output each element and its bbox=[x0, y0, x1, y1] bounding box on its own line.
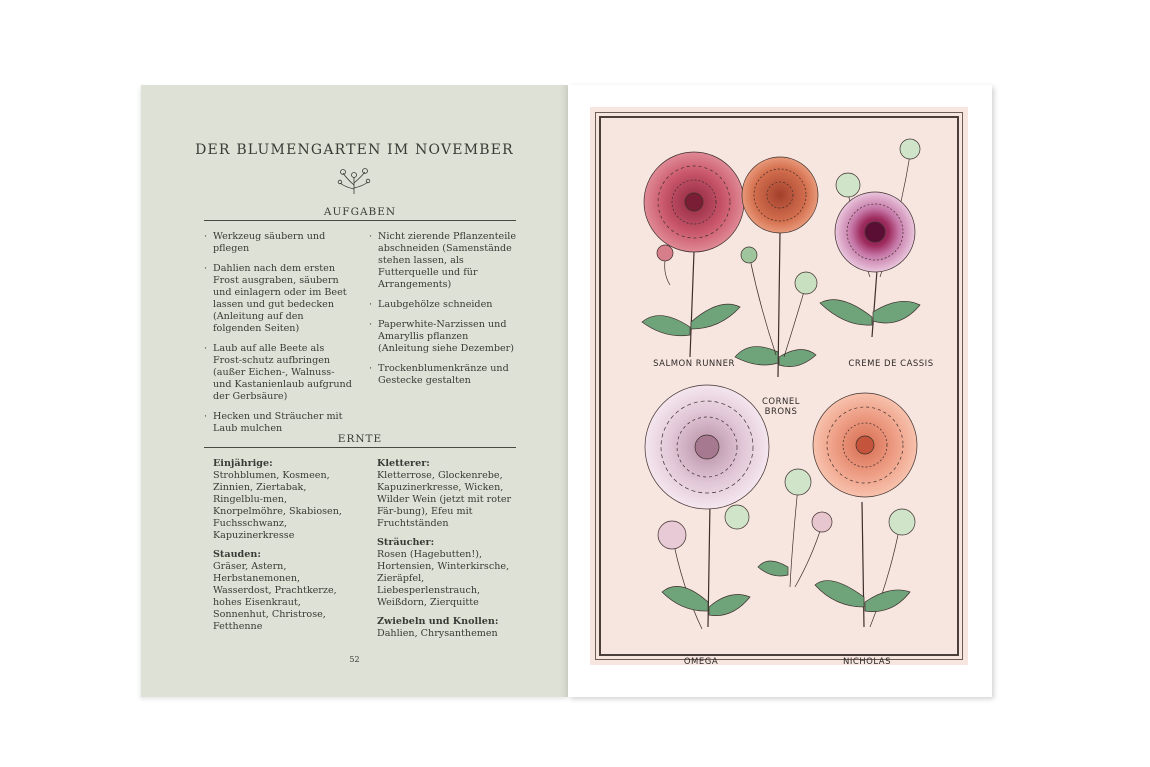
harvest-group bbox=[213, 549, 353, 633]
list-item: · Hecken und Sträucher mit Laub mulchen bbox=[204, 411, 352, 435]
list-item: · Dahlien nach dem ersten Frost ausgraben, säubern und einlagern oder im Beet lassen und gut bedecken (Anleitung auf den folgenden Seiten) bbox=[204, 263, 352, 335]
harvest-group-text: Strohblumen, Kosmeen, Zinnien, Ziertabak, Ringelblu-men, Knorpelmöhre, Skabiosen, Fuchsschwanz, Kapuzinerkresse bbox=[213, 470, 342, 541]
list-item: · Paperwhite-Narzissen und Amaryllis pflanzen (Anleitung siehe Dezember) bbox=[369, 319, 517, 355]
label-omega: OMEGA bbox=[683, 657, 719, 667]
harvest-group-heading: Sträucher: bbox=[377, 537, 435, 548]
page-title: DER BLUMENGARTEN IM NOVEMBER bbox=[195, 142, 514, 158]
harvest-divider bbox=[204, 447, 516, 448]
harvest-group-text: Dahlien, Chrysanthemen bbox=[377, 628, 498, 639]
harvest-group-heading: Kletterer: bbox=[377, 458, 430, 469]
harvest-group-text: Gräser, Astern, Herbstanemonen, Wasserdost, Prachtkerze, hohes Eisenkraut, Sonnenhut, Christrose, Fetthenne bbox=[213, 561, 337, 632]
harvest-group bbox=[213, 458, 353, 542]
tasks-column-right bbox=[369, 231, 517, 395]
page-number: 52 bbox=[349, 655, 360, 664]
cornel-brons-flower bbox=[735, 157, 818, 377]
dahlia-illustration bbox=[590, 107, 968, 665]
right-page bbox=[568, 85, 992, 697]
list-item: · Laub auf alle Beete als Frost-schutz aufbringen (außer Eichen-, Walnuss- und Kastanienlaub aufgrund der Gerbsäure) bbox=[204, 343, 352, 403]
salmon-runner-flower bbox=[642, 152, 744, 357]
label-nicholas: NICHOLAS bbox=[842, 657, 892, 667]
nicholas-flower bbox=[813, 393, 917, 627]
harvest-group bbox=[377, 616, 517, 640]
harvest-group bbox=[377, 458, 517, 530]
harvest-column-right bbox=[377, 458, 517, 647]
harvest-group bbox=[377, 537, 517, 609]
label-cornel-brons: CORNEL BRONS bbox=[762, 397, 800, 417]
list-item: · Laubgehölze schneiden bbox=[369, 299, 517, 311]
harvest-group-text: Rosen (Hagebutten!), Hortensien, Winterkirsche, Zieräpfel, Liebesperlenstrauch, Weißdorn, Zierquitte bbox=[377, 549, 510, 608]
tasks-divider bbox=[204, 220, 516, 221]
harvest-column-left bbox=[213, 458, 353, 640]
flower-ornament-icon bbox=[335, 165, 373, 195]
harvest-group-heading: Stauden: bbox=[213, 549, 261, 560]
creme-de-cassis-flower bbox=[820, 139, 920, 337]
label-salmon-runner: SALMON RUNNER bbox=[653, 359, 735, 369]
harvest-heading: ERNTE bbox=[337, 433, 383, 445]
list-item: · Nicht zierende Pflanzenteile abschneiden (Samenstände stehen lassen, als Futterquelle und für Arrangements) bbox=[369, 231, 517, 291]
dahlia-drawing bbox=[590, 107, 968, 665]
list-item: · Trockenblumenkränze und Gestecke gestalten bbox=[369, 363, 517, 387]
tasks-heading: AUFGABEN bbox=[323, 206, 397, 218]
list-item: · Werkzeug säubern und pflegen bbox=[204, 231, 352, 255]
label-creme-de-cassis: CREME DE CASSIS bbox=[848, 359, 934, 369]
small-center-flowers bbox=[758, 469, 832, 587]
harvest-group-heading: Zwiebeln und Knollen: bbox=[377, 616, 499, 627]
harvest-group-heading: Einjährige: bbox=[213, 458, 273, 469]
tasks-column-left bbox=[204, 231, 352, 443]
omega-flower bbox=[645, 385, 769, 629]
harvest-group-text: Kletterrose, Glockenrebe, Kapuzinerkresse, Wicken, Wilder Wein (jetzt mit roter Fär-bung), Efeu mit Fruchtständen bbox=[377, 470, 512, 529]
left-page bbox=[141, 85, 568, 697]
